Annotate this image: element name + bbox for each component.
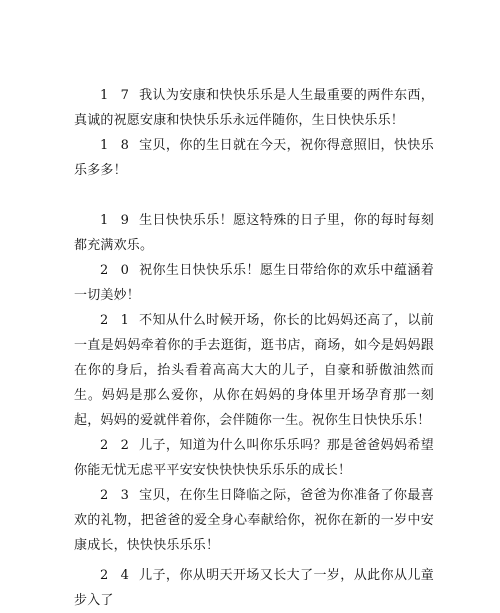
document-body <box>74 83 434 608</box>
paragraph-number: 2 1 <box>100 313 133 328</box>
paragraph-18 <box>74 133 434 183</box>
paragraph-24 <box>74 563 434 608</box>
paragraph-23 <box>74 483 434 558</box>
paragraph-number: 2 0 <box>100 263 133 278</box>
paragraph-text: 宝贝，在你生日降临之际，爸爸为你准备了你最喜欢的礼物，把爸爸的爱全身心奉献给你，祝你在新的一岁中安康成长，快快快乐乐乐！ <box>74 488 434 553</box>
paragraph-21 <box>74 308 434 433</box>
paragraph-number: 2 4 <box>100 568 133 583</box>
paragraph-number: 2 2 <box>100 438 133 453</box>
paragraph-text: 生日快快乐乐！愿这特殊的日子里，你的每时每刻都充满欢乐。 <box>74 213 434 253</box>
paragraph-text: 祝你生日快快乐乐！愿生日带给你的欢乐中蕴涵着一切美妙！ <box>74 263 434 303</box>
paragraph-19 <box>74 208 434 258</box>
paragraph-text: 不知从什么时候开场，你长的比妈妈还高了，以前一直是妈妈牵着你的手去逛街，逛书店，商场，如今是妈妈跟在你的身后，抬头看着高高大大的儿子，自豪和骄傲油然而生。妈妈是那么爱你，从你在妈妈的身体里开场孕育那一刻起，妈妈的爱就伴着你，会伴随你一生。祝你生日快快乐乐！ <box>74 313 434 428</box>
paragraph-text: 儿子，你从明天开场又长大了一岁，从此你从儿童步入了 <box>74 568 434 608</box>
paragraph-20 <box>74 258 434 308</box>
paragraph-text: 我认为安康和快快乐乐是人生最重要的两件东西，真诚的祝愿安康和快快乐乐永远伴随你，生日快快乐乐！ <box>74 88 434 128</box>
paragraph-number: 1 9 <box>100 213 133 228</box>
paragraph-number: 2 3 <box>100 488 133 503</box>
paragraph-number: 1 7 <box>100 88 133 103</box>
paragraph-22 <box>74 433 434 483</box>
paragraph-text: 儿子，知道为什么叫你乐乐吗？那是爸爸妈妈希望你能无忧无虑平平安安快快快快乐乐乐的成长！ <box>74 438 434 478</box>
paragraph-number: 1 8 <box>100 138 133 153</box>
paragraph-text: 宝贝，你的生日就在今天，祝你得意照旧，快快乐乐多多！ <box>74 138 434 178</box>
paragraph-17 <box>74 83 434 133</box>
